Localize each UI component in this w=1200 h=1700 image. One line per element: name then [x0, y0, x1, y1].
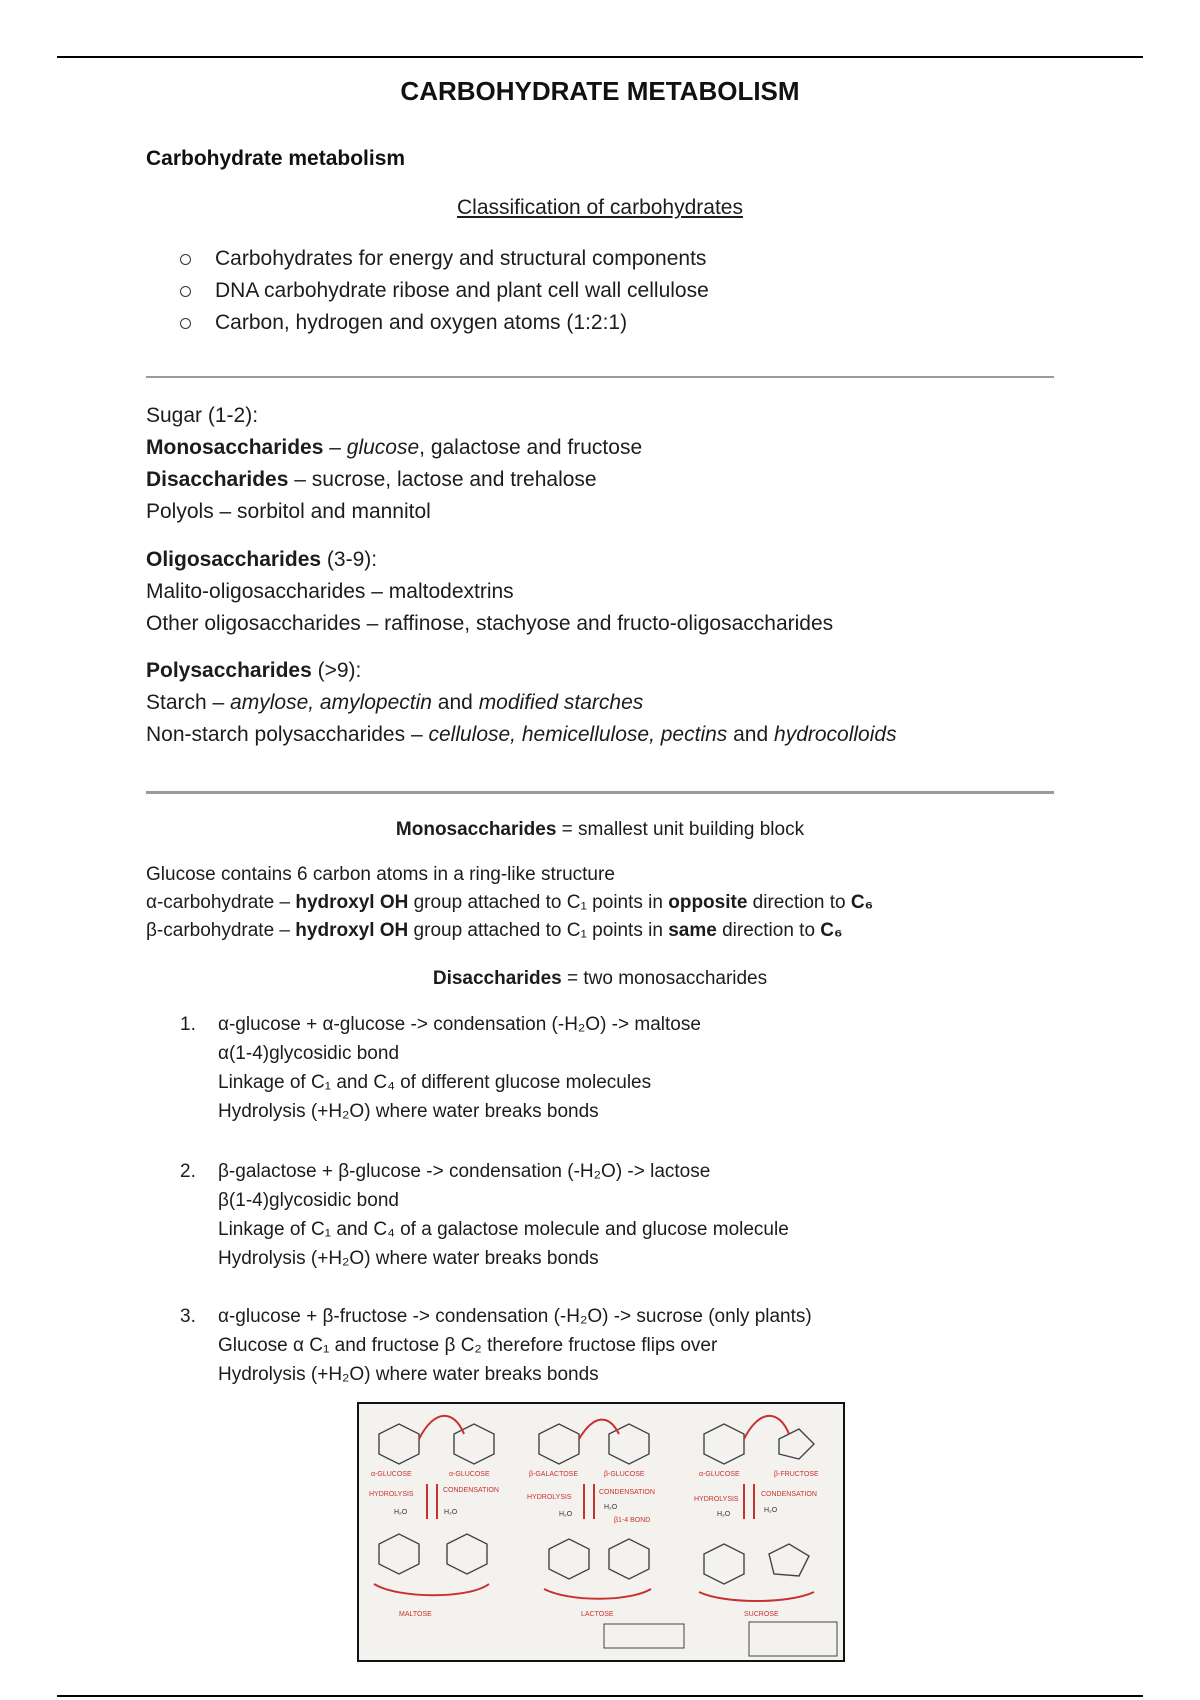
label-water: H₂O: [717, 1511, 731, 1518]
disaccharide-item-sucrose: 3. α-glucose + β-fructose -> condensation (-H₂O) -> sucrose (only plants) Glucose α C₁ and fructose β C₂ therefore fructose flips over Hydrolysis (+H₂O) where water breaks bonds: [180, 1306, 812, 1385]
monosaccharides-definition: Monosaccharides = smallest unit building block: [395, 819, 805, 840]
label-alpha-glucose: α-GLUCOSE: [371, 1471, 412, 1478]
glucose-ring-icon: [447, 1534, 487, 1574]
bullet-circle-icon: [180, 254, 191, 265]
reaction-arrows: [374, 1416, 814, 1601]
galactose-ring-icon: [549, 1539, 589, 1579]
polysaccharides-block: [146, 655, 897, 751]
label-beta-bond: β1-4 BOND: [614, 1517, 651, 1524]
bullet-item: Carbon, hydrogen and oxygen atoms (1:2:1): [180, 307, 709, 339]
bracket-icon: [699, 1592, 814, 1601]
fructose-ring-icon: [779, 1429, 814, 1459]
note-box: [749, 1622, 837, 1656]
glucose-line: Glucose contains 6 carbon atoms in a ring-like structure: [146, 864, 615, 885]
arrow-icon: [744, 1416, 789, 1439]
panel-sucrose: [704, 1424, 814, 1584]
label-lactose: LACTOSE: [581, 1611, 614, 1618]
fructose-ring-icon: [769, 1544, 809, 1576]
label-sucrose: SUCROSE: [744, 1611, 779, 1618]
glucose-ring-icon: [704, 1544, 744, 1584]
label-condensation: CONDENSATION: [443, 1487, 499, 1494]
starch-line: Starch – amylose, amylopectin and modified starches: [146, 691, 644, 714]
oligo-heading: Oligosaccharides (3-9):: [146, 548, 378, 571]
page-title: CARBOHYDRATE METABOLISM: [400, 76, 800, 106]
non-starch-line: Non-starch polysaccharides – cellulose, hemicellulose, pectins and hydrocolloids: [146, 723, 897, 746]
glucose-ring-icon: [379, 1424, 419, 1464]
label-condensation: CONDENSATION: [761, 1491, 817, 1498]
section-heading: Carbohydrate metabolism: [146, 147, 406, 170]
label-water: H₂O: [604, 1504, 618, 1511]
beta-line: β-carbohydrate – hydroxyl OH group attached to C₁ points in same direction to C₆: [146, 920, 843, 941]
glucose-ring-icon: [704, 1424, 744, 1464]
disaccharides-definition: Disaccharides = two monosaccharides: [432, 968, 768, 989]
glucose-block: [146, 861, 873, 945]
arrow-icon: [579, 1420, 619, 1439]
label-water: H₂O: [444, 1509, 458, 1516]
glucose-ring-icon: [379, 1534, 419, 1574]
label-water: H₂O: [559, 1511, 573, 1518]
label-hydrolysis: HYDROLYSIS: [369, 1491, 414, 1498]
top-rule: [57, 56, 1143, 58]
label-beta-galactose: β-GALACTOSE: [529, 1471, 579, 1478]
sugar-block: [146, 400, 642, 528]
intro-bullet-list: [180, 243, 709, 339]
bullet-item: DNA carbohydrate ribose and plant cell wall cellulose: [180, 275, 709, 307]
label-condensation: CONDENSATION: [599, 1489, 655, 1496]
label-alpha-glucose: α-GLUCOSE: [699, 1471, 740, 1478]
label-water: H₂O: [764, 1507, 778, 1514]
label-beta-glucose: β-GLUCOSE: [604, 1471, 645, 1478]
oligosaccharides-block: [146, 544, 833, 640]
label-beta-fructose: β-FRUCTOSE: [774, 1471, 819, 1478]
disaccharides-line: Disaccharides – sucrose, lactose and trehalose: [146, 468, 597, 491]
bracket-icon: [374, 1584, 489, 1595]
disaccharide-item-maltose: 1. α-glucose + α-glucose -> condensation (-H₂O) -> maltose α(1-4)glycosidic bond Linkage of C₁ and C₄ of different glucose molecules Hydrolysis (+H₂O) where water breaks bonds: [180, 1014, 701, 1122]
bullet-item: Carbohydrates for energy and structural components: [180, 243, 709, 275]
glucose-ring-icon: [609, 1424, 649, 1464]
sugar-heading: Sugar (1-2):: [146, 404, 259, 427]
glucose-ring-icon: [454, 1424, 494, 1464]
label-alpha-glucose: α-GLUCOSE: [449, 1471, 490, 1478]
divider: [146, 791, 1054, 794]
disaccharide-item-lactose: 2. β-galactose + β-glucose -> condensation (-H₂O) -> lactose β(1-4)glycosidic bond Linkage of C₁ and C₄ of a galactose molecule and glucose molecule Hydrolysis (+H₂O) where water breaks bonds: [180, 1161, 789, 1269]
label-hydrolysis: HYDROLYSIS: [527, 1494, 572, 1501]
bullet-circle-icon: [180, 286, 191, 297]
note-box: [604, 1624, 684, 1648]
alpha-line: α-carbohydrate – hydroxyl OH group attached to C₁ points in opposite direction to C₆: [146, 892, 874, 913]
polyols-line: Polyols – sorbitol and mannitol: [146, 500, 431, 523]
disaccharide-diagram-image: [357, 1402, 845, 1662]
oligo-line: Other oligosaccharides – raffinose, stachyose and fructo-oligosaccharides: [146, 612, 834, 635]
galactose-ring-icon: [539, 1424, 579, 1464]
poly-heading: Polysaccharides (>9):: [146, 659, 362, 682]
monosaccharides-line: Monosaccharides – glucose, galactose and fructose: [146, 436, 643, 459]
glucose-ring-icon: [609, 1539, 649, 1579]
bullet-circle-icon: [180, 318, 191, 329]
label-water: H₂O: [394, 1509, 408, 1516]
divider: [146, 376, 1054, 378]
label-maltose: MALTOSE: [399, 1611, 432, 1618]
classification-subheading: Classification of carbohydrates: [457, 196, 743, 219]
bottom-rule: [57, 1695, 1143, 1697]
oligo-line: Malito-oligosaccharides – maltodextrins: [146, 580, 514, 603]
label-hydrolysis: HYDROLYSIS: [694, 1496, 739, 1503]
arrow-icon: [419, 1416, 464, 1439]
bracket-icon: [544, 1589, 651, 1599]
